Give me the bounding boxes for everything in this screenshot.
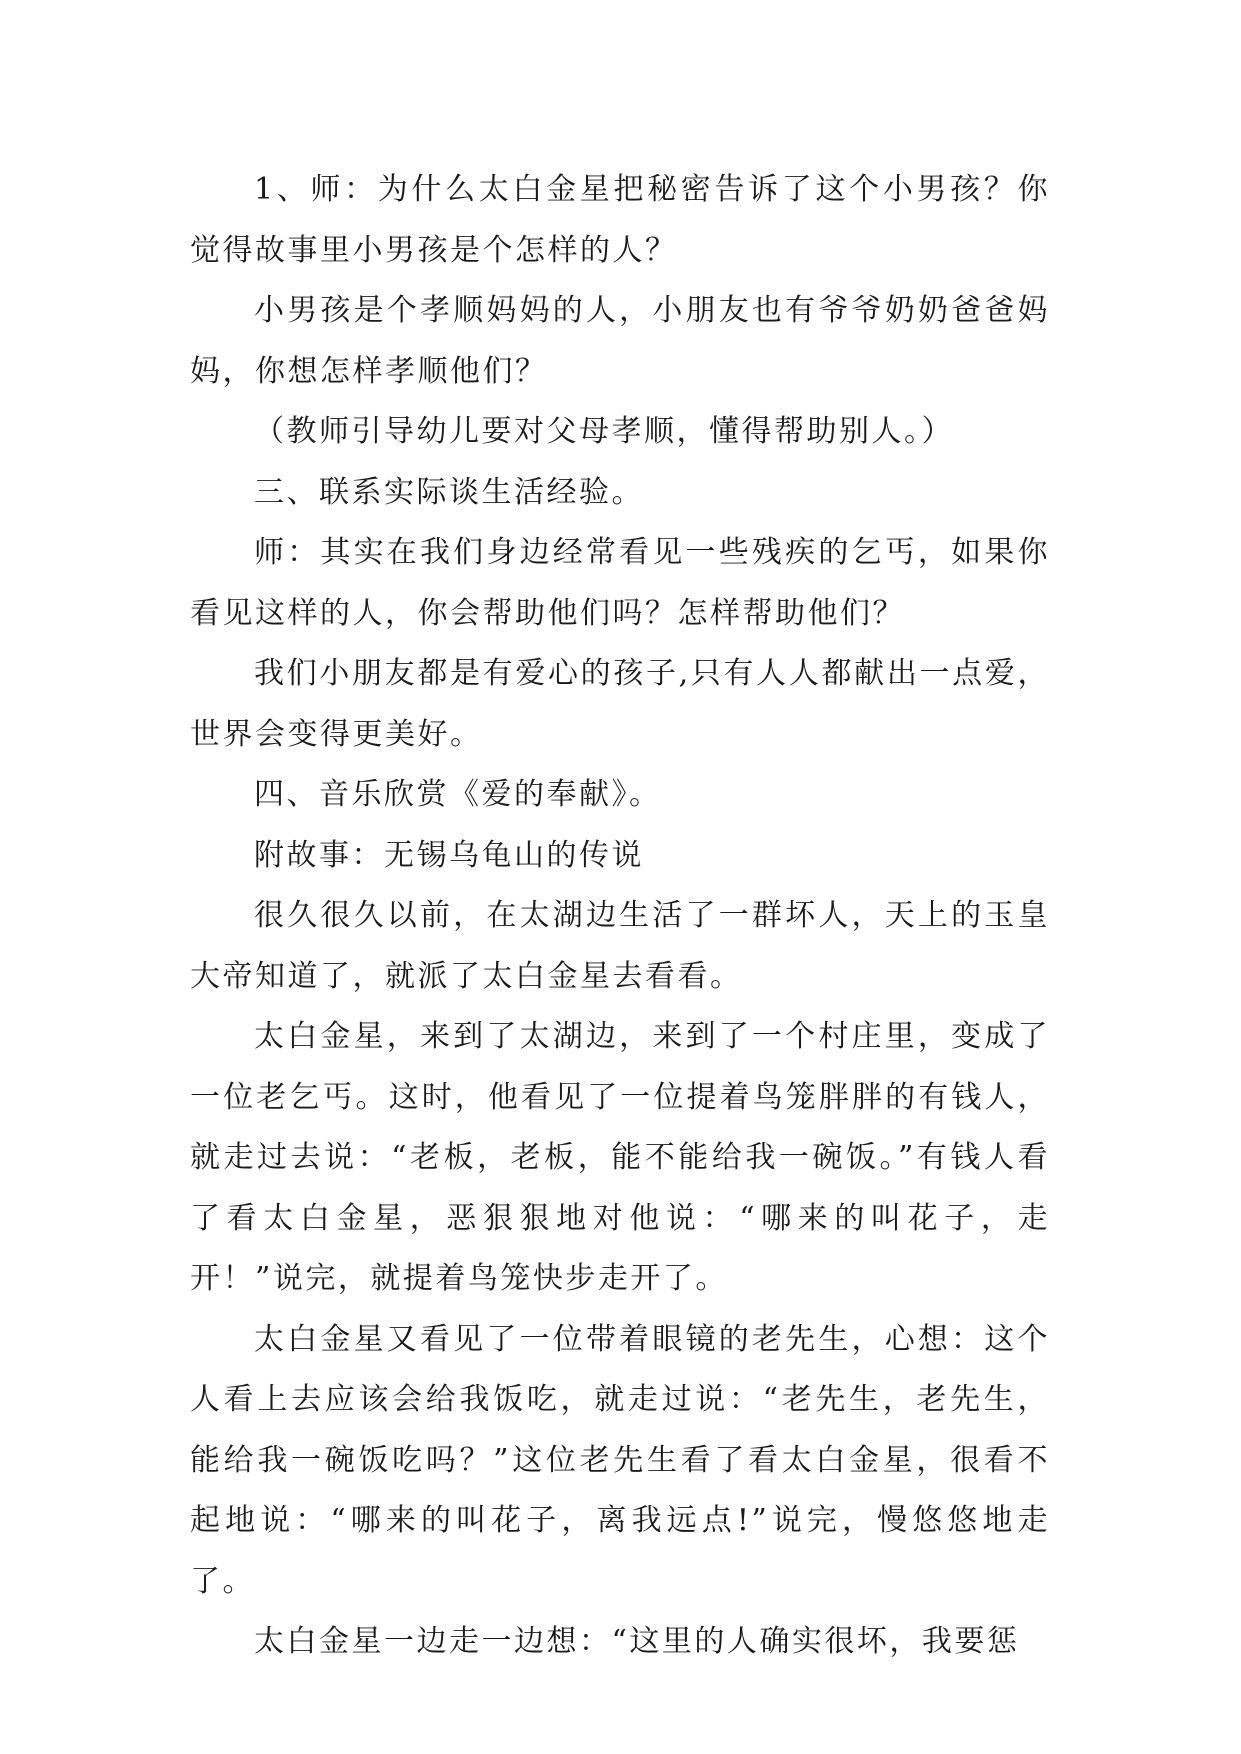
paragraph-5: 师：其实在我们身边经常看见一些残疾的乞丐，如果你看见这样的人，你会帮助他们吗？怎样帮助他们？	[190, 535, 1050, 631]
document-body	[190, 160, 1050, 1673]
story-paragraph-1: 很久很久以前，在太湖边生活了一群坏人，天上的玉皇大帝知道了，就派了太白金星去看看。	[190, 898, 1050, 994]
story-title: 附故事：无锡乌龟山的传说	[254, 837, 644, 873]
paragraph-6: 我们小朋友都是有爱心的孩子,只有人人都献出一点爱，世界会变得更美好。	[190, 656, 1050, 752]
paragraph-1: 1、师：为什么太白金星把秘密告诉了这个小男孩？你觉得故事里小男孩是个怎样的人？	[190, 172, 1050, 268]
paragraph-3: （教师引导幼儿要对父母孝顺，懂得帮助别人。）	[254, 414, 954, 449]
story-paragraph-4: 太白金星一边走一边想：“这里的人确实很坏，我要惩	[254, 1624, 1020, 1659]
story-paragraph-2: 太白金星，来到了太湖边，来到了一个村庄里，变成了一位老乞丐。这时，他看见了一位提着鸟笼胖胖的有钱人，就走过去说：“老板，老板，能不能给我一碗饭。”有钱人看了看太白金星，恶狠狠地对他说：“哪来的叫花子，走开！”说完，就提着鸟笼快步走开了。	[190, 1019, 1050, 1296]
story-paragraph-3: 太白金星又看见了一位带着眼镜的老先生，心想：这个人看上去应该会给我饭吃，就走过说：“老先生，老先生，能给我一碗饭吃吗？”这位老先生看了看太白金星，很看不起地说：“哪来的叫花子，离我远点!”说完，慢悠悠地走了。	[190, 1321, 1050, 1599]
section-heading-3: 三、联系实际谈生活经验。	[254, 474, 644, 510]
section-heading-4: 四、音乐欣赏《爱的奉献》。	[254, 777, 662, 812]
paragraph-2: 小男孩是个孝顺妈妈的人，小朋友也有爷爷奶奶爸爸妈妈，你想怎样孝顺他们？	[190, 293, 1050, 389]
